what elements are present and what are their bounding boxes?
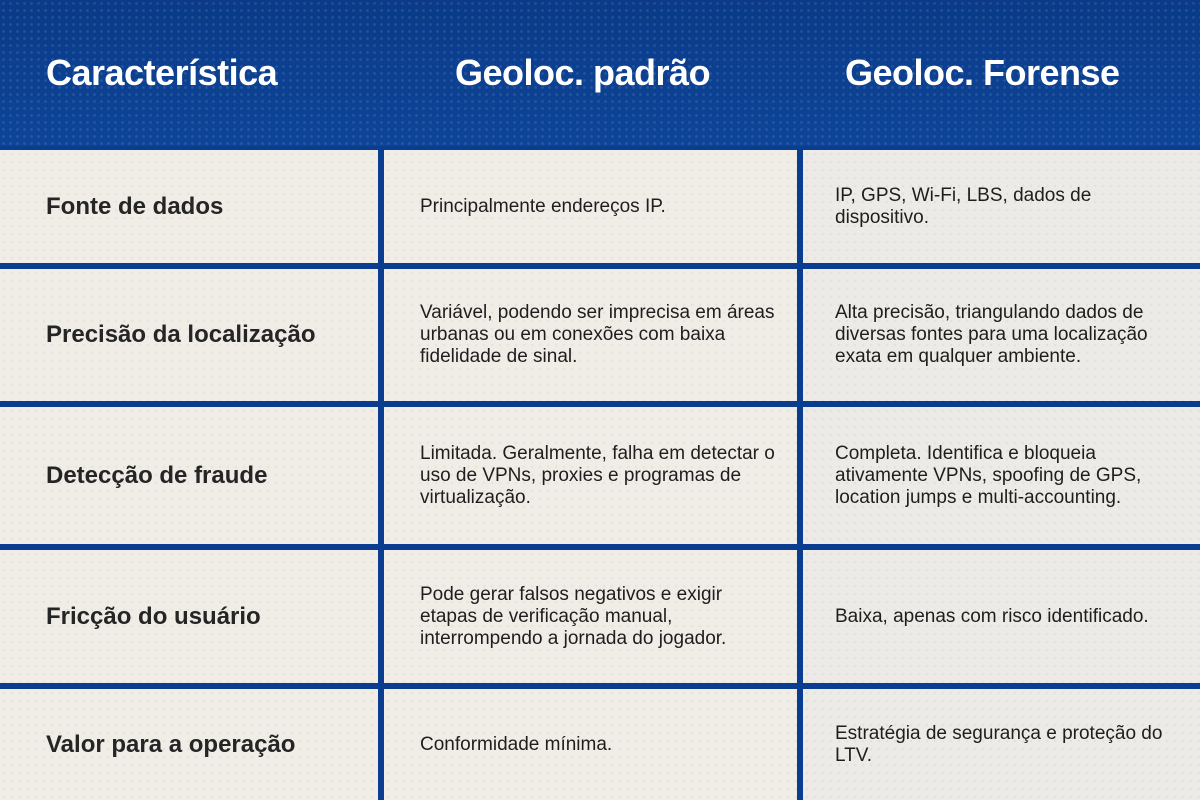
row-5-feature: Valor para a operação [0,689,378,800]
row-3-forensic: Completa. Identifica e bloqueia ativamente VPNs, spoofing de GPS, location jumps e multi-accounting. [803,407,1200,544]
header-standard-geolocation: Geoloc. padrão [455,52,711,93]
row-1-standard: Principalmente endereços IP. [384,150,797,263]
row-2-feature: Precisão da localização [0,269,378,401]
header-feature: Característica [46,52,278,93]
header-forensic-geolocation: Geoloc. Forense [845,52,1120,93]
row-1-forensic: IP, GPS, Wi-Fi, LBS, dados de dispositivo. [803,150,1200,263]
row-4-feature: Fricção do usuário [0,550,378,683]
row-2-standard: Variável, podendo ser imprecisa em áreas urbanas ou em conexões com baixa fidelidade de sinal. [384,269,797,401]
row-5-standard: Conformidade mínima. [384,689,797,800]
table-header [0,0,1200,146]
row-4-standard: Pode gerar falsos negativos e exigir etapas de verificação manual, interrompendo a jornada do jogador. [384,550,797,683]
row-3-feature: Detecção de fraude [0,407,378,544]
row-4-forensic: Baixa, apenas com risco identificado. [803,550,1200,683]
row-2-forensic: Alta precisão, triangulando dados de diversas fontes para uma localização exata em qualquer ambiente. [803,269,1200,401]
row-5-forensic: Estratégia de segurança e proteção do LTV. [803,689,1200,800]
row-3-standard: Limitada. Geralmente, falha em detectar o uso de VPNs, proxies e programas de virtualização. [384,407,797,544]
row-1-feature: Fonte de dados [0,150,378,263]
